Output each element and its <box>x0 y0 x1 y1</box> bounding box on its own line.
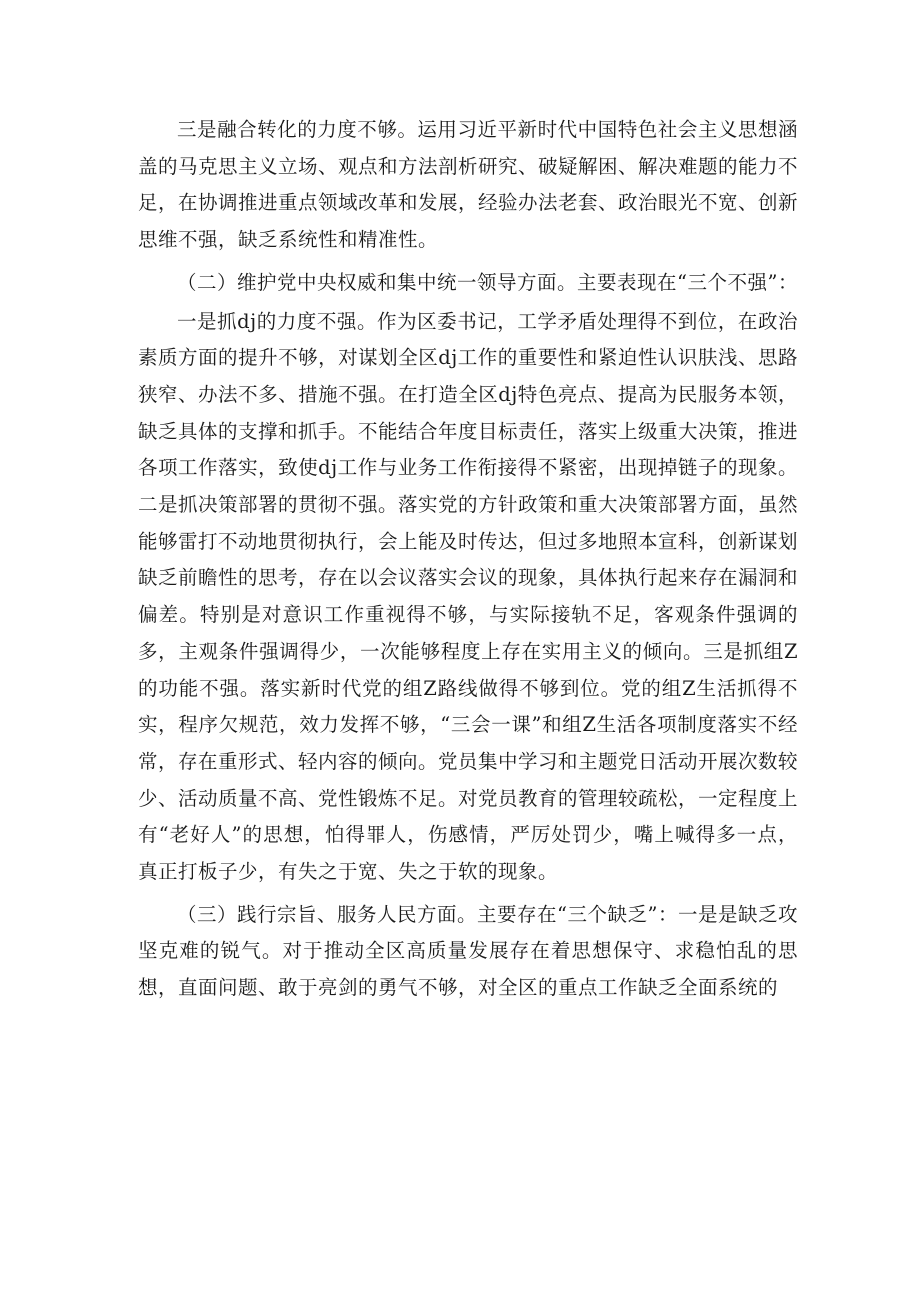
paragraph-three-not-strong: 一是抓dj的力度不强。作为区委书记，工学矛盾处理得不到位，在政治素质方面的提升不够，对谋划全区dj工作的重要性和紧迫性认识肤浅、思路狭窄、办法不多、措施不强。在打造全区dj特色亮点、提高为民服务本领，缺乏具体的支撑和抓手。不能结合年度目标责任，落实上级重大决策，推进各项工作落实，致使dj工作与业务工作衔接得不紧密，出现掉链子的现象。二是抓决策部署的贯彻不强。落实党的方针政策和重大决策部署方面，虽然能够雷打不动地贯彻执行，会上能及时传达，但过多地照本宣科，创新谋划缺乏前瞻性的思考，存在以会议落实会议的现象，具体执行起来存在漏洞和偏差。特别是对意识工作重视得不够，与实际接轨不足，客观条件强调的多，主观条件强调得少，一次能够程度上存在实用主义的倾向。三是抓组Z的功能不强。落实新时代党的组Z路线做得不够到位。党的组Z生活抓得不实，程序欠规范，效力发挥不够，“三会一课”和组Z生活各项制度落实不经常，存在重形式、轻内容的倾向。党员集中学习和主题党日活动开展次数较少、活动质量不高、党性锻炼不足。对党员教育的管理较疏松，一定程度上有“老好人”的思想，怕得罪人，伤感情，严厉处罚少，嘴上喊得多一点，真正打板子少，有失之于宽、失之于软的现象。 <box>138 309 799 884</box>
document-body <box>138 112 798 1007</box>
paragraph-serving-people: （三）践行宗旨、服务人民方面。主要存在“三个缺乏”：一是是缺乏攻坚克难的锐气。对于推动全区高质量发展存在着思想保守、求稳怕乱的思想，直面问题、敢于亮剑的勇气不够，对全区的重点工作缺乏全面系统的 <box>138 902 798 1000</box>
paragraph-integration-weakness: 三是融合转化的力度不够。运用习近平新时代中国特色社会主义思想涵盖的马克思主义立场、观点和方法剖析研究、破疑解困、解决难题的能力不足，在协调推进重点领域改革和发展，经验办法老套、政治眼光不宽、创新思维不强，缺乏系统性和精准性。 <box>138 118 799 252</box>
section-heading-party-authority: （二）维护党中央权威和集中统一领导方面。主要表现在“三个不强”： <box>177 270 798 294</box>
